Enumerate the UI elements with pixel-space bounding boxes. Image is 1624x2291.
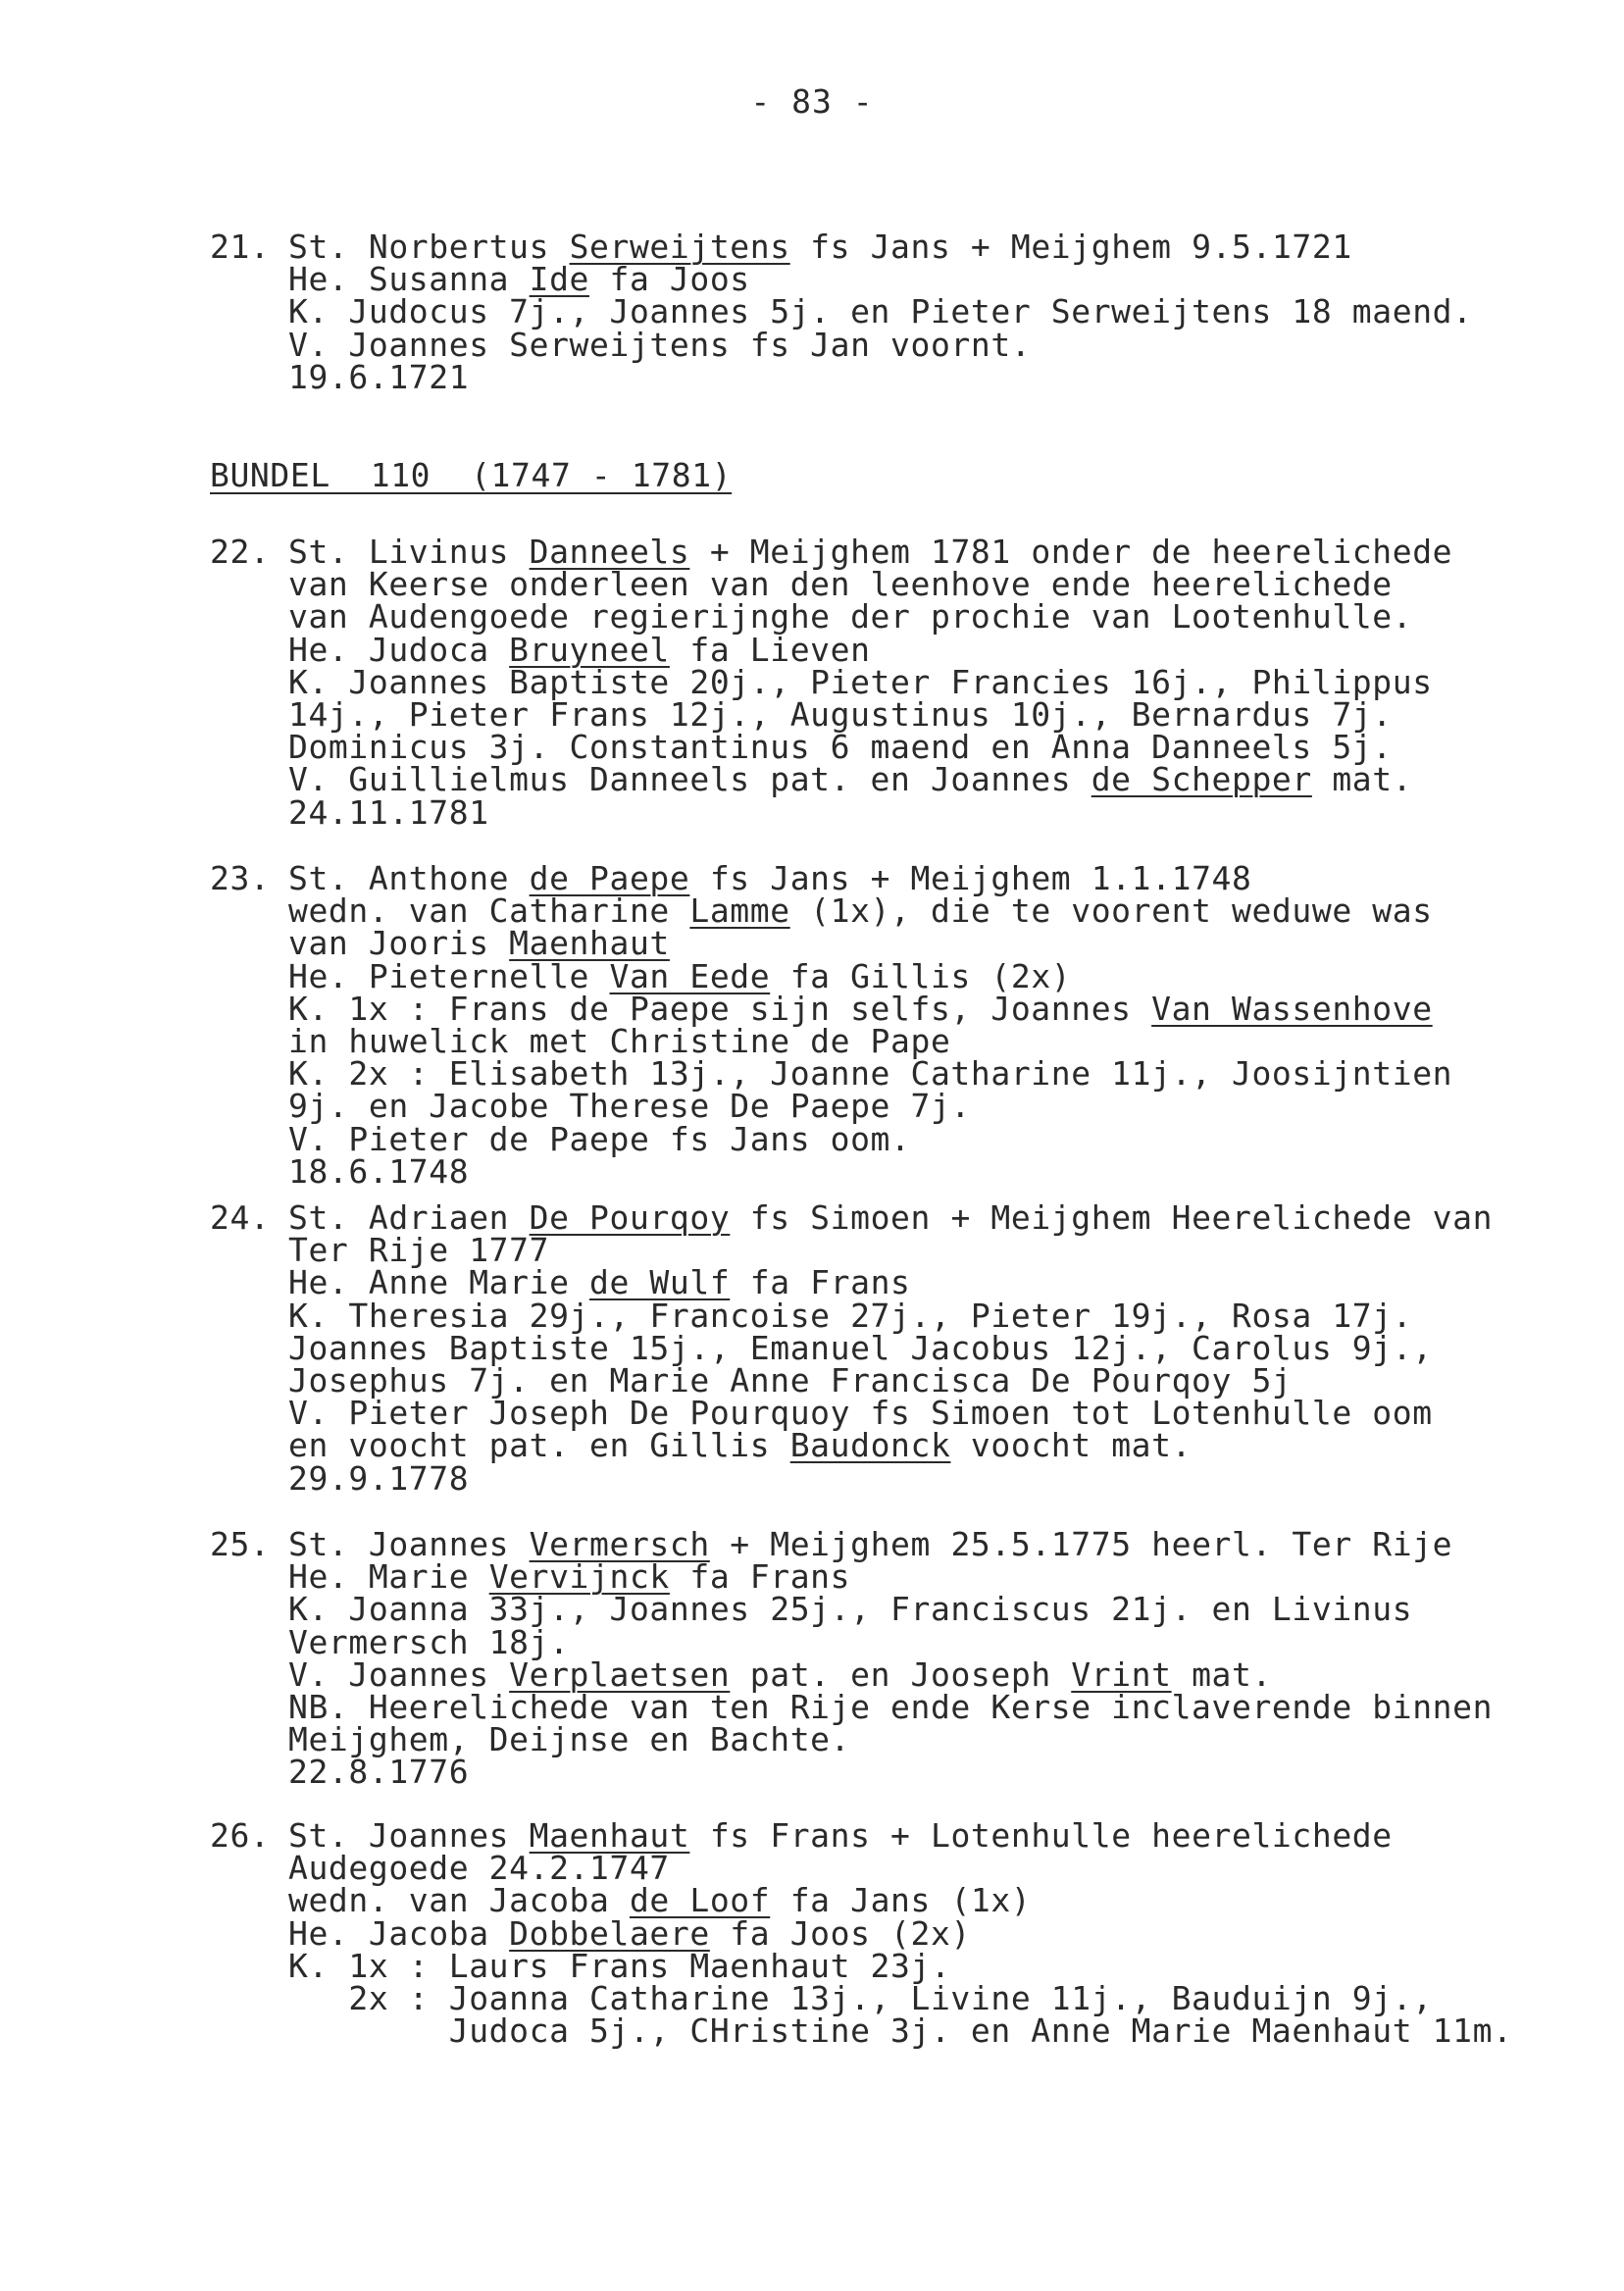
line-text: St. Joannes: [288, 1525, 530, 1563]
line-text: He. Marie: [288, 1557, 489, 1597]
bundel-heading: BUNDEL 110 (1747 - 1781): [210, 456, 733, 494]
line-text: St. Joannes: [288, 1816, 530, 1855]
line-text: mat.: [1171, 1655, 1272, 1694]
line-text: St. Anthone: [288, 859, 530, 897]
line-text: Judoca 5j., CHristine 3j. en Anne Marie Maenhaut 11m.: [288, 2011, 1513, 2051]
line-text: V. Pieter Joseph De Pourquoy fs Simoen tot Lotenhulle oom: [288, 1394, 1433, 1433]
entry-number: 25.: [210, 1525, 271, 1563]
line-text: Josephus 7j. en Marie Anne Francisca De Pourqoy 5j: [288, 1361, 1293, 1400]
line-text: Dominicus 3j. Constantinus 6 maend en Anna Danneels 5j.: [288, 728, 1393, 767]
line-text: fs Simoen + Meijghem Heerelichede van: [730, 1198, 1494, 1237]
entry-line: [288, 793, 489, 833]
line-text: V. Pieter de Paepe fs Jans oom.: [288, 1119, 911, 1158]
line-text: fa Joos (2x): [709, 1913, 971, 1953]
line-text: + Meijghem 1781 onder de heerelichede: [689, 533, 1453, 571]
line-text: fa Joos: [589, 260, 750, 299]
line-text: 14j., Pieter Frans 12j., Augustinus 10j., Bernardus 7j.: [288, 695, 1393, 734]
line-text: fs Frans + Lotenhulle heerelichede: [689, 1816, 1393, 1855]
line-text: 18.6.1748: [288, 1151, 470, 1191]
entry-line: [288, 1152, 469, 1192]
line-text: fa Jans (1x): [770, 1881, 1032, 1920]
page-number: - 83 -: [750, 82, 874, 121]
line-text: in huwelick met Christine de Pape: [288, 1022, 951, 1060]
underlined-surname: de Loof: [629, 1881, 771, 1920]
line-text: St. Adriaen: [288, 1198, 530, 1237]
underlined-surname: Danneels: [529, 533, 690, 571]
line-text: He. Jacoba: [288, 1913, 510, 1953]
line-text: V. Joannes: [288, 1655, 510, 1694]
line-text: fa Frans: [730, 1263, 911, 1302]
underlined-surname: Verplaetsen: [509, 1655, 731, 1694]
line-text: NB. Heerelichede van ten Rije ende Kerse inclaverende binnen: [288, 1688, 1494, 1726]
line-text: Vermersch 18j.: [288, 1622, 570, 1661]
line-text: 2x : Joanna Catharine 13j., Livine 11j., Bauduijn 9j.,: [288, 1979, 1433, 2017]
line-text: pat. en Jooseph: [730, 1655, 1072, 1694]
line-text: K. Joanna 33j., Joannes 25j., Franciscus 21j. en Livinus: [288, 1590, 1413, 1629]
line-text: fs Jans + Meijghem 9.5.1721: [789, 228, 1352, 266]
line-text: K. 1x : Frans de Paepe sijn selfs, Joannes: [288, 989, 1152, 1028]
line-text: K. Joannes Baptiste 20j., Pieter Francies 16j., Philippus: [288, 662, 1433, 701]
underlined-surname: Lamme: [689, 891, 790, 931]
line-text: wedn. van Jacoba: [288, 1881, 630, 1920]
line-text: (1x), die te voorent weduwe was: [789, 891, 1433, 931]
underlined-surname: Dobbelaere: [509, 1913, 710, 1953]
entry-number: 24.: [210, 1198, 271, 1237]
underlined-surname: Van Eede: [609, 956, 771, 995]
underlined-surname: de Wulf: [589, 1263, 731, 1302]
line-text: 24.11.1781: [288, 792, 489, 832]
underlined-surname: Baudonck: [789, 1426, 951, 1465]
line-text: fa Lieven: [669, 630, 871, 669]
line-text: He. Anne Marie: [288, 1263, 590, 1302]
line-text: Meijghem, Deijnse en Bachte.: [288, 1720, 851, 1759]
line-text: He. Pieternelle: [288, 956, 610, 995]
line-text: K. 2x : Elisabeth 13j., Joanne Catharine 11j., Joosijntien: [288, 1054, 1453, 1094]
line-text: Ter Rije 1777: [288, 1231, 550, 1270]
underlined-surname: de Schepper: [1091, 760, 1312, 799]
line-text: mat.: [1311, 760, 1413, 799]
underlined-surname: Vermersch: [529, 1525, 710, 1563]
underlined-surname: Serweijtens: [569, 228, 790, 266]
line-text: fa Frans: [669, 1557, 851, 1597]
underlined-surname: Vervijnck: [488, 1557, 670, 1597]
entry-number: 21.: [210, 228, 271, 266]
line-text: van Audengoede regierijnghe der prochie van Lootenhulle.: [288, 597, 1413, 636]
entry-number: 23.: [210, 859, 271, 897]
entry-number: 26.: [210, 1816, 271, 1855]
line-text: Audegoede 24.2.1747: [288, 1849, 670, 1888]
underlined-surname: De Pourqoy: [529, 1198, 731, 1237]
line-text: 19.6.1721: [288, 357, 470, 396]
line-text: K. Judocus 7j., Joannes 5j. en Pieter Serweijtens 18 maend.: [288, 292, 1473, 331]
underlined-surname: de Paepe: [529, 859, 690, 897]
underlined-surname: Ide: [529, 260, 590, 299]
line-text: en voocht pat. en Gillis: [288, 1426, 790, 1465]
line-text: 9j. en Jacobe Therese De Paepe 7j.: [288, 1087, 971, 1126]
entry-line: [288, 358, 469, 397]
line-text: 22.8.1776: [288, 1753, 470, 1792]
line-text: He. Susanna: [288, 260, 530, 299]
entry-line: [288, 1459, 469, 1499]
line-text: St. Norbertus: [288, 228, 570, 266]
line-text: van Keerse onderleen van den leenhove ende heerelichede: [288, 565, 1393, 604]
line-text: K. Theresia 29j., Francoise 27j., Pieter 19j., Rosa 17j.: [288, 1296, 1413, 1335]
line-text: wedn. van Catharine: [288, 891, 690, 931]
line-text: St. Livinus: [288, 533, 530, 571]
underlined-surname: Van Wassenhove: [1151, 989, 1433, 1028]
underlined-surname: Maenhaut: [509, 924, 670, 963]
line-text: fs Jans + Meijghem 1.1.1748: [689, 859, 1252, 897]
line-text: Joannes Baptiste 15j., Emanuel Jacobus 12j., Carolus 9j.,: [288, 1328, 1433, 1367]
underlined-surname: Bruyneel: [509, 630, 670, 669]
underlined-surname: Maenhaut: [529, 1816, 690, 1855]
line-text: + Meijghem 25.5.1775 heerl. Ter Rije: [709, 1525, 1453, 1563]
entry-line: [288, 1753, 469, 1792]
line-text: V. Joannes Serweijtens fs Jan voornt.: [288, 325, 1032, 364]
line-text: fa Gillis (2x): [770, 956, 1072, 995]
entry-line: [288, 2011, 1513, 2051]
entry-number: 22.: [210, 533, 271, 571]
underlined-surname: Vrint: [1071, 1655, 1172, 1694]
line-text: van Jooris: [288, 924, 510, 963]
line-text: K. 1x : Laurs Frans Maenhaut 23j.: [288, 1946, 951, 1985]
line-text: V. Guillielmus Danneels pat. en Joannes: [288, 760, 1091, 799]
line-text: 29.9.1778: [288, 1458, 470, 1498]
line-text: He. Judoca: [288, 630, 510, 669]
line-text: voocht mat.: [950, 1426, 1193, 1465]
